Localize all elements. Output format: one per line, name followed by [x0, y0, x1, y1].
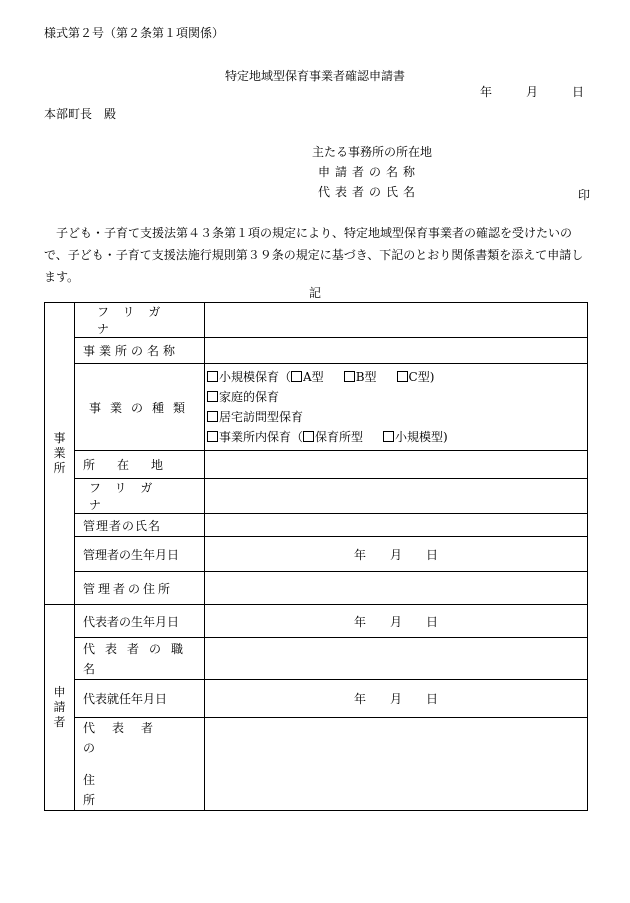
application-statement: 子ども・子育て支援法第４３条第１項の規定により、特定地域型保育事業者の確認を受けたいので、子ども・子育て支援法施行規則第３９条の規定に基づき、下記のとおり関係書類を添えて申請します。	[44, 226, 584, 284]
addressee: 本部町長 殿	[44, 107, 117, 121]
manager-name-label: 管理者の氏名	[75, 514, 205, 537]
option-workplace: 事業所内保育（ 保育所型 小規模型)	[207, 427, 585, 447]
office-name-label: 事業所の名称	[75, 338, 205, 364]
location-label: 所在地	[75, 451, 205, 479]
option-home: 家庭的保育	[207, 387, 585, 407]
option-visit: 居宅訪問型保育	[207, 407, 585, 427]
checkbox-type-a[interactable]	[291, 371, 302, 382]
rep-appointment-field[interactable]: 年 月 日	[205, 680, 588, 718]
form-number: 様式第２号（第２条第１項関係）	[44, 26, 225, 40]
applicant-block	[312, 146, 453, 206]
option-small-scale: 小規模保育（ A型 B型 C型)	[207, 367, 585, 387]
checkbox-small-type[interactable]	[383, 431, 394, 442]
checkbox-visit[interactable]	[207, 411, 218, 422]
office-category: 事業所	[45, 303, 75, 605]
date-year: 年	[480, 85, 493, 99]
rep-title-label: 代表者の職名	[75, 638, 205, 680]
date-day: 日	[572, 85, 585, 99]
checkbox-type-c[interactable]	[397, 371, 408, 382]
rep-birth-field[interactable]: 年 月 日	[205, 605, 588, 638]
manager-birth-label: 管理者の生年月日	[75, 537, 205, 572]
checkbox-home[interactable]	[207, 391, 218, 402]
manager-address-label: 管理者の住所	[75, 572, 205, 605]
seal-mark: 印	[578, 188, 591, 202]
applicant-name-label: 申請者の名称	[318, 165, 421, 179]
business-type-options	[205, 364, 588, 451]
rep-address-label: 代表者の 住所	[75, 718, 205, 811]
manager-furigana-field[interactable]	[205, 479, 588, 514]
rep-address-field[interactable]	[205, 718, 588, 811]
checkbox-workplace[interactable]	[207, 431, 218, 442]
manager-name-field[interactable]	[205, 514, 588, 537]
rep-appointment-label: 代表就任年月日	[75, 680, 205, 718]
office-address-label: 主たる事務所の所在地	[312, 145, 433, 159]
manager-furigana-label: フリガナ	[75, 479, 205, 514]
office-furigana-field[interactable]	[205, 303, 588, 338]
checkbox-type-b[interactable]	[344, 371, 355, 382]
business-type-label: 事業の種類	[75, 364, 205, 451]
office-name-field[interactable]	[205, 338, 588, 364]
rep-title-field[interactable]	[205, 638, 588, 680]
application-table	[44, 302, 588, 811]
manager-birth-field[interactable]: 年 月 日	[205, 537, 588, 572]
location-field[interactable]	[205, 451, 588, 479]
manager-address-field[interactable]	[205, 572, 588, 605]
application-date	[480, 86, 584, 98]
form-title: 特定地域型保育事業者確認申請書	[224, 69, 405, 83]
representative-name-label: 代表者の氏名	[318, 185, 421, 199]
ki-heading: 記	[308, 286, 321, 300]
checkbox-nursery-type[interactable]	[303, 431, 314, 442]
date-month: 月	[526, 85, 539, 99]
office-furigana-label: フリガナ	[75, 303, 205, 338]
checkbox-small[interactable]	[207, 371, 218, 382]
applicant-category: 申請者	[45, 605, 75, 811]
rep-birth-label: 代表者の生年月日	[75, 605, 205, 638]
